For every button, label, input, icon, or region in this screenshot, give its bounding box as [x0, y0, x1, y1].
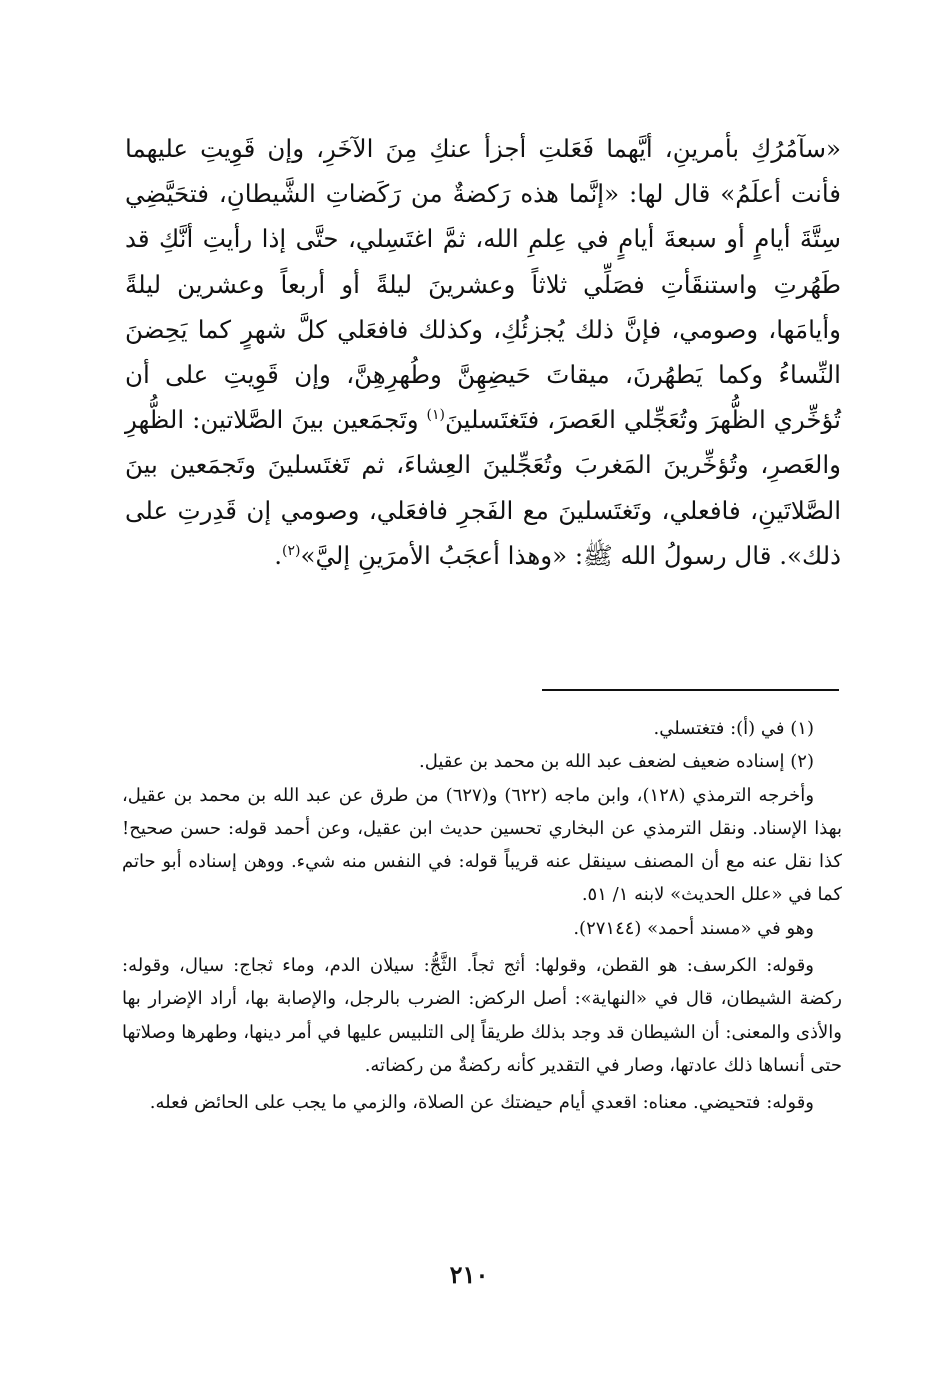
- footnote-2-takhrij: وأخرجه الترمذي (١٢٨)، وابن ماجه (٦٢٢) و(٦٢٧) من طرق عن عبد الله بن محمد بن عقيل، بهذا الإسناد. ونقل الترمذي عن البخاري تحسين حديث ابن عقيل، وعن أحمد قوله: حسن صحيح! كذا نقل عنه مع أن المصنف سينقل عنه قريباً قوله: في النفس منه شيء. ووهن إسناده أبو حاتم كما في «علل الحديث» لابنه ١/ ٥١.: [122, 784, 842, 906]
- footnote-2: (٢) إسناده ضعيف لضعف عبد الله بن محمد بن عقيل.: [419, 751, 814, 773]
- footnote-2-gloss: وقوله: الكرسف: هو القطن، وقولها: أثج ثجاً. الثَّجُّ: سيلان الدم، وماء ثجاج: سيال، وقوله: ركضة الشيطان، قال في «النهاية»: أصل الركض: الضرب بالرجل، والإصابة بها، أراد الإضرار بها والأذى والمعنى: أن الشيطان قد وجد بذلك طريقاً إلى التلبيس عليها في أمر دينها، وطهرها وصلاتها حتى أنساها ذلك عادتها، وصار في التقدير كأنه ركضةٌ من ركضاته.: [122, 955, 842, 1076]
- hadith-text-part-1: «سآمُرُكِ بأمرينِ، أيَّهما فَعَلتِ أجزأ عنكِ مِنَ الآخَرِ، وإن قَوِيتِ عليهما فأنت أعلَمُ» قال لها: «إنَّما هذه رَكضةٌ من رَكَضاتِ الشَّيطانِ، فتحَيَّضِي سِتَّةَ أيامٍ أو سبعةَ أيامٍ في عِلمِ الله، ثمَّ اغتَسِلي، حتَّى إذا رأيتِ أنَّكِ قد طَهُرتِ واستنقَأتِ فصَلِّي ثلاثاً وعشرينَ ليلةً أو أربعاً وعشرين ليلةً وأيامَها، وصومي، فإنَّ ذلك يُجزئُكِ، وكذلك فافعَلي كلَّ شهرٍ كما يَحِضنَ النِّساءُ وكما يَطهُرنَ، ميقاتَ حَيضِهِنَّ وطُهرِهِنَّ، وإن قَوِيتِ على أن تُؤخِّري الظُّهرَ وتُعَجِّلي العَصرَ، فتَغتَسلينَ: [125, 134, 841, 435]
- footnote-2-gloss-tahayyudi: وقوله: فتحيضي. معناه: اقعدي أيام حيضتك عن الصلاة، والزمي ما يجب على الحائض فعله.: [149, 1092, 814, 1114]
- hadith-paragraph: [125, 126, 841, 578]
- footnote-2-musnad: وهو في «مسند أحمد» (٢٧١٤٤).: [573, 917, 814, 939]
- main-text: [125, 126, 841, 578]
- footnote-ref-1: (١): [426, 407, 445, 424]
- footnote-separator: [542, 689, 839, 691]
- hadith-text-part-2: وتَجمَعين بينَ الصَّلاتين: الظُّهرِ والعَصرِ، وتُؤخِّرينَ المَغربَ وتُعَجِّلينَ العِشاءَ، ثم تَغتَسلينَ وتَجمَعين بينَ الصَّلاتَينِ، فافعلي، وتَغتَسلينَ مع الفَجرِ فافعَلي، وصومي إن قَدِرتِ على ذلك». قال رسولُ الله ﷺ: «وهذا أعجَبُ الأمرَينِ إليَّ»: [125, 405, 841, 570]
- footnote-ref-2: (٢): [281, 542, 301, 559]
- footnote-1: (١) في (أ): فتغتسلي.: [653, 718, 814, 739]
- footnotes: [122, 712, 842, 1120]
- page-number: ٢١٠: [449, 1260, 489, 1289]
- hadith-text-end: .: [274, 540, 282, 570]
